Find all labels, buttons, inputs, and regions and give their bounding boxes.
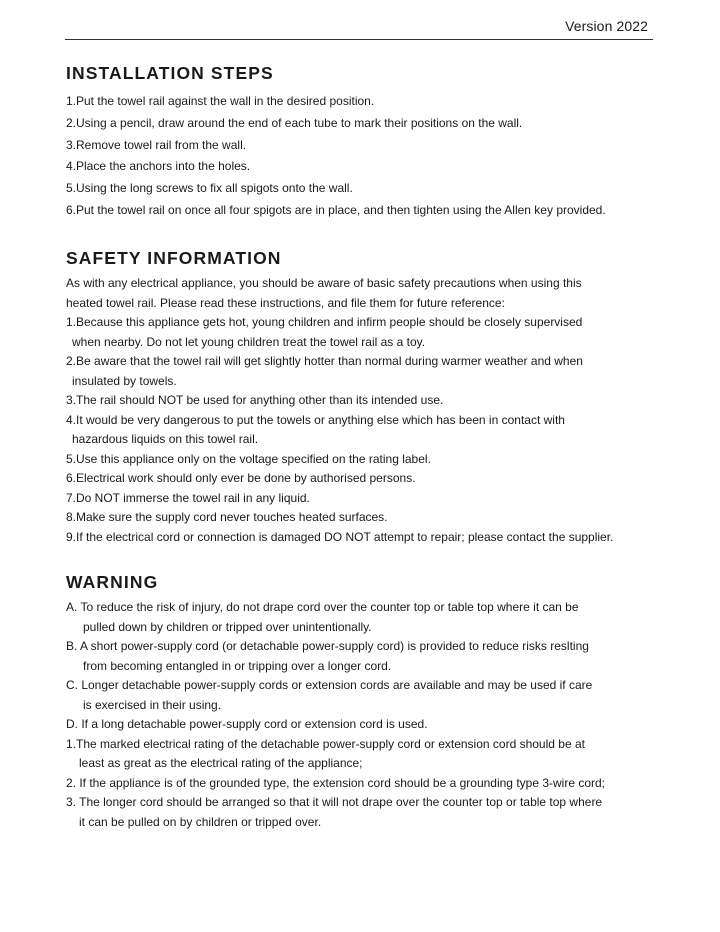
warning-list [66, 598, 666, 832]
header-divider [65, 39, 653, 40]
installation-step: 5.Using the long screws to fix all spigots onto the wall. [66, 181, 353, 196]
warning-item: 1.The marked electrical rating of the detachable power-supply cord or extension cord should be at [66, 736, 585, 751]
safety-item: 4.It would be very dangerous to put the towels or anything else which has been in contact with [66, 412, 565, 427]
warning-heading: WARNING [66, 572, 159, 592]
safety-intro-line: As with any electrical appliance, you should be aware of basic safety precautions when using this [66, 276, 582, 290]
warning-item: 2. If the appliance is of the grounded type, the extension cord should be a grounding type 3-wire cord; [66, 775, 606, 790]
warning-item-continuation: least as great as the electrical rating of the appliance; [79, 756, 363, 770]
safety-item-continuation: when nearby. Do not let young children treat the towel rail as a toy. [72, 334, 426, 349]
installation-heading: INSTALLATION STEPS [66, 63, 274, 83]
safety-item: 5.Use this appliance only on the voltage specified on the rating label. [66, 451, 431, 466]
installation-step: 3.Remove towel rail from the wall. [66, 137, 247, 152]
safety-heading: SAFETY INFORMATION [66, 248, 282, 268]
safety-item: 7.Do NOT immerse the towel rail in any liquid. [66, 490, 310, 505]
safety-item-continuation: hazardous liquids on this towel rail. [72, 432, 259, 446]
installation-step: 1.Put the towel rail against the wall in the desired position. [66, 94, 375, 108]
safety-item: 3.The rail should NOT be used for anything other than its intended use. [66, 393, 444, 407]
warning-item: C. Longer detachable power-supply cords or extension cords are available and may be used if care [66, 678, 593, 692]
warning-item-continuation: from becoming entangled in or tripping over a longer cord. [83, 658, 392, 673]
safety-item: 8.Make sure the supply cord never touches heated surfaces. [66, 510, 388, 524]
safety-item: 9.If the electrical cord or connection is damaged DO NOT attempt to repair; please contact the supplier. [66, 529, 614, 544]
installation-step: 4.Place the anchors into the holes. [66, 159, 251, 174]
warning-item-continuation: it can be pulled on by children or tripped over. [79, 814, 322, 829]
installation-section [66, 62, 666, 222]
version-label: Version 2022 [565, 18, 648, 34]
warning-item-continuation: is exercised in their using. [83, 697, 222, 712]
warning-item-continuation: pulled down by children or tripped over unintentionally. [83, 619, 372, 634]
installation-step: 6.Put the towel rail on once all four spigots are in place, and then tighten using the Allen key provided. [66, 202, 606, 217]
warning-item: D. If a long detachable power-supply cord or extension cord is used. [66, 717, 428, 731]
safety-item: 2.Be aware that the towel rail will get slightly hotter than normal during warmer weather and when [66, 354, 583, 368]
safety-list [66, 274, 666, 547]
safety-item: 6.Electrical work should only ever be done by authorised persons. [66, 471, 416, 485]
installation-step: 2.Using a pencil, draw around the end of each tube to mark their positions on the wall. [66, 115, 523, 130]
warning-item: 3. The longer cord should be arranged so that it will not drape over the counter top or table top where [66, 795, 603, 809]
safety-intro-line: heated towel rail. Please read these instructions, and file them for future reference: [66, 295, 505, 310]
installation-steps-list [66, 91, 666, 222]
warning-section [66, 571, 666, 832]
warning-item: B. A short power-supply cord (or detachable power-supply cord) is provided to reduce risks reslting [66, 639, 589, 653]
warning-item: A. To reduce the risk of injury, do not drape cord over the counter top or table top where it can be [66, 600, 579, 614]
safety-item-continuation: insulated by towels. [72, 373, 177, 388]
safety-section [66, 247, 666, 547]
safety-item: 1.Because this appliance gets hot, young children and infirm people should be closely supervised [66, 315, 583, 329]
